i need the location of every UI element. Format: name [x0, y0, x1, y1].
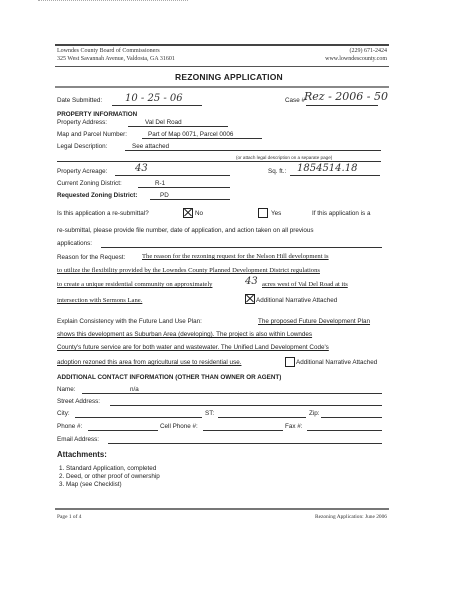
consistency-narrative-label: Additional Narrative Attached	[296, 359, 378, 366]
reason-narrative-label: Additional Narrative Attached	[256, 297, 338, 304]
header-bottom-rule	[55, 66, 389, 67]
contact-st-line[interactable]	[218, 417, 306, 418]
reason-line-4: intersection with Sermons Lane.	[57, 297, 143, 304]
contact-phone-line[interactable]	[88, 430, 158, 431]
footer-page-number: Page 1 of 4	[57, 514, 82, 520]
legal-description-line	[125, 150, 381, 151]
requested-zoning-value[interactable]: PD	[160, 192, 169, 199]
sqft-line	[290, 175, 380, 176]
requested-zoning-line	[150, 199, 230, 200]
page-title: REZONING APPLICATION	[175, 72, 283, 82]
org-phone: (229) 671-2424	[349, 48, 387, 54]
reason-acres-value: 43	[245, 276, 258, 287]
map-parcel-value[interactable]: Part of Map 0071, Parcel 0006	[148, 131, 234, 138]
sqft-value[interactable]: 1854514.18	[297, 163, 358, 174]
property-address-label: Property Address:	[57, 119, 108, 126]
consistency-line-3: County's future service are for both water and wastewater. The Unified Land Development Code's	[57, 344, 329, 351]
requested-zoning-label: Requested Zoning District:	[57, 192, 138, 199]
contact-city-label: City:	[57, 410, 70, 417]
contact-phone-label: Phone #:	[57, 423, 83, 430]
resubmittal-no-label: No	[195, 210, 204, 217]
contact-email-line[interactable]	[108, 443, 382, 444]
acreage-value[interactable]: 43	[135, 163, 148, 174]
contact-fax-label: Fax #:	[285, 423, 303, 430]
org-address: 325 West Savannah Avenue, Valdosta, GA 31601	[57, 56, 175, 62]
resubmittal-yes-label: Yes	[271, 210, 282, 217]
current-zoning-line	[138, 187, 230, 188]
reason-line-2: to utilize the flexibility provided by the Lowndes County Planned Development District regulations	[57, 267, 320, 274]
legal-description-label: Legal Description:	[57, 143, 108, 150]
contact-st-label: ST:	[205, 410, 215, 417]
map-parcel-label: Map and Parcel Number:	[57, 131, 127, 138]
contact-zip-label: Zip:	[309, 410, 320, 417]
attachments-heading: Attachments:	[57, 450, 107, 459]
consistency-line-2: shows this development as Suburban Area (developing). The project is also within Lowndes	[57, 331, 313, 338]
property-address-line	[128, 126, 228, 127]
contact-zip-line[interactable]	[321, 417, 382, 418]
date-line	[112, 105, 202, 106]
current-zoning-label: Current Zoning District:	[57, 180, 122, 187]
reason-line-3b: acres west of Val Del Road at its	[262, 281, 348, 288]
consistency-line-4: adoption rezoned this area from agricultural use to residential use.	[57, 359, 242, 366]
case-label: Case #	[285, 97, 305, 104]
contact-city-line[interactable]	[75, 417, 202, 418]
scan-artifact	[38, 0, 188, 5]
reason-narrative-checkbox[interactable]	[245, 294, 255, 304]
attachment-item-2: 2. Deed, or other proof of ownership	[59, 473, 160, 480]
legal-description-line-2	[57, 161, 381, 162]
consistency-line-1: The proposed Future Development Plan	[258, 318, 371, 325]
map-parcel-line	[142, 138, 262, 139]
contact-name-label: Name:	[57, 386, 76, 393]
resubmittal-no-checkbox[interactable]	[183, 208, 193, 218]
org-name: Lowndes County Board of Commissioners	[57, 48, 160, 54]
attachment-item-3: 3. Map (see Checklist)	[59, 481, 122, 488]
legal-note: (or attach legal description on a separate page)	[236, 155, 333, 160]
consistency-narrative-checkbox[interactable]	[285, 357, 295, 367]
sqft-label: Sq. ft.:	[268, 168, 287, 175]
contact-street-line[interactable]	[110, 405, 382, 406]
resubmittal-line-2: re-submittal, please provide file number, date of application, and action taken on all previous	[57, 227, 314, 234]
footer-rule	[55, 508, 389, 510]
contact-name-line	[82, 393, 382, 394]
reason-label: Reason for the Request:	[57, 254, 126, 261]
acreage-label: Property Acreage:	[57, 168, 108, 175]
contact-cell-label: Cell Phone #:	[160, 423, 198, 430]
resubmittal-answer-line	[101, 247, 382, 248]
case-value[interactable]: Rez - 2006 - 50	[304, 90, 388, 103]
title-rule	[55, 86, 389, 88]
contact-street-label: Street Address:	[57, 398, 101, 405]
contact-name-value[interactable]: n/a	[130, 386, 139, 393]
footer-form-name: Rezoning Application: June 2006	[314, 514, 387, 520]
consistency-label: Explain Consistency with the Future Land Use Plan:	[57, 318, 202, 325]
reason-line-1: The reason for the rezoning request for the Nelson Hill development is	[142, 253, 329, 260]
resubmittal-followup: If this application is a	[312, 210, 371, 217]
resubmittal-yes-checkbox[interactable]	[258, 208, 268, 218]
property-address-value[interactable]: Val Del Road	[145, 119, 182, 126]
contact-cell-line[interactable]	[203, 430, 283, 431]
contact-email-label: Email Address:	[57, 436, 99, 443]
contact-heading: ADDITIONAL CONTACT INFORMATION (OTHER THAN OWNER OR AGENT)	[57, 374, 282, 381]
case-line	[306, 105, 378, 106]
property-info-heading: PROPERTY INFORMATION	[57, 111, 138, 118]
org-website: www.lowndescounty.com	[325, 56, 387, 62]
legal-description-value[interactable]: See attached	[132, 143, 170, 150]
resubmittal-line-3: applications:	[57, 240, 93, 247]
date-value[interactable]: 10 - 25 - 06	[125, 93, 183, 104]
date-label: Date Submitted:	[57, 97, 103, 104]
acreage-line	[115, 175, 230, 176]
header-top-rule	[55, 44, 389, 46]
reason-line-3a: to create a unique residential community on approximately	[57, 281, 213, 288]
contact-fax-line[interactable]	[307, 430, 382, 431]
resubmittal-question: Is this application a re-submittal?	[57, 210, 149, 217]
current-zoning-value[interactable]: R-1	[155, 180, 166, 187]
attachment-item-1: 1. Standard Application, completed	[59, 465, 157, 472]
